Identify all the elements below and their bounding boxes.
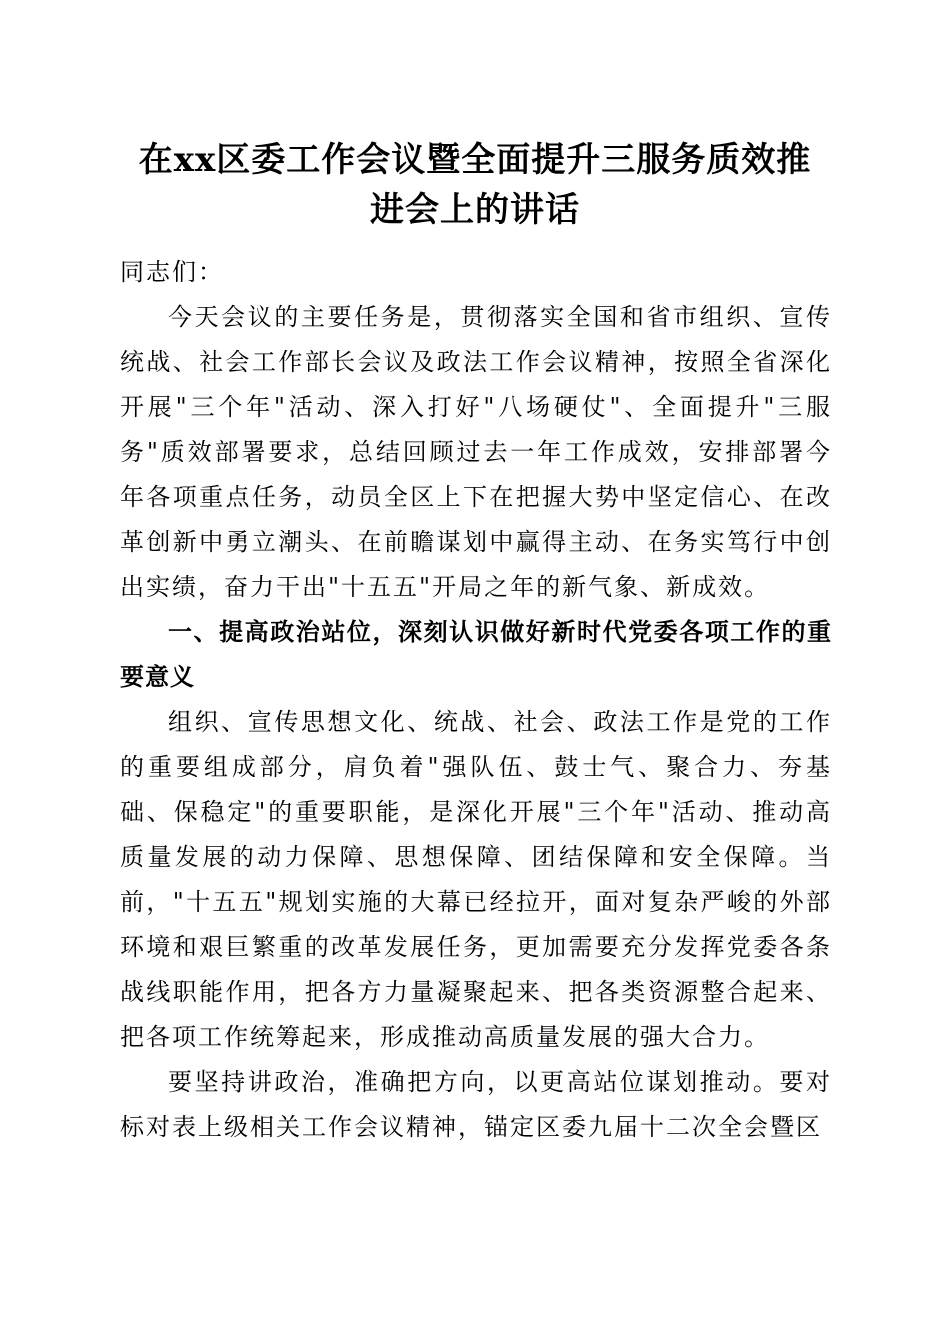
title-line-1: 在xx区委工作会议暨全面提升三服务质效推 — [138, 140, 812, 180]
document-body — [120, 250, 832, 1150]
title-line-2: 进会上的讲话 — [370, 190, 580, 230]
page-title — [120, 135, 830, 235]
section-heading-1: 一、提高政治站位，深刻认识做好新时代党委各项工作的重要意义 — [120, 618, 832, 691]
paragraph-intro: 今天会议的主要任务是，贯彻落实全国和省市组织、宣传统战、社会工作部长会议及政法工作会议精神，按照全省深化开展"三个年"活动、深入打好"八场硬仗"、全面提升"三服务"质效部署要求，总结回顾过去一年工作成效，安排部署今年各项重点任务，动员全区上下在把握大势中坚定信心、在改革创新中勇立潮头、在前瞻谋划中赢得主动、在务实笃行中创出实绩，奋力干出"十五五"开局之年的新气象、新成效。 — [120, 303, 832, 601]
paragraph-significance: 组织、宣传思想文化、统战、社会、政法工作是党的工作的重要组成部分，肩负着"强队伍、鼓士气、聚合力、夯基础、保稳定"的重要职能，是深化开展"三个年"活动、推动高质量发展的动力保障、思想保障、团结保障和安全保障。当前，"十五五"规划实施的大幕已经拉开，面对复杂严峻的外部环境和艰巨繁重的改革发展任务，更加需要充分发挥党委各条战线职能作用，把各方力量凝聚起来、把各类资源整合起来、把各项工作统筹起来，形成推动高质量发展的强大合力。 — [120, 708, 832, 1051]
salutation: 同志们： — [120, 258, 224, 286]
paragraph-politics: 要坚持讲政治，准确把方向，以更高站位谋划推动。要对标对表上级相关工作会议精神，锚定区委九届十二次全会暨区 — [120, 1068, 832, 1141]
